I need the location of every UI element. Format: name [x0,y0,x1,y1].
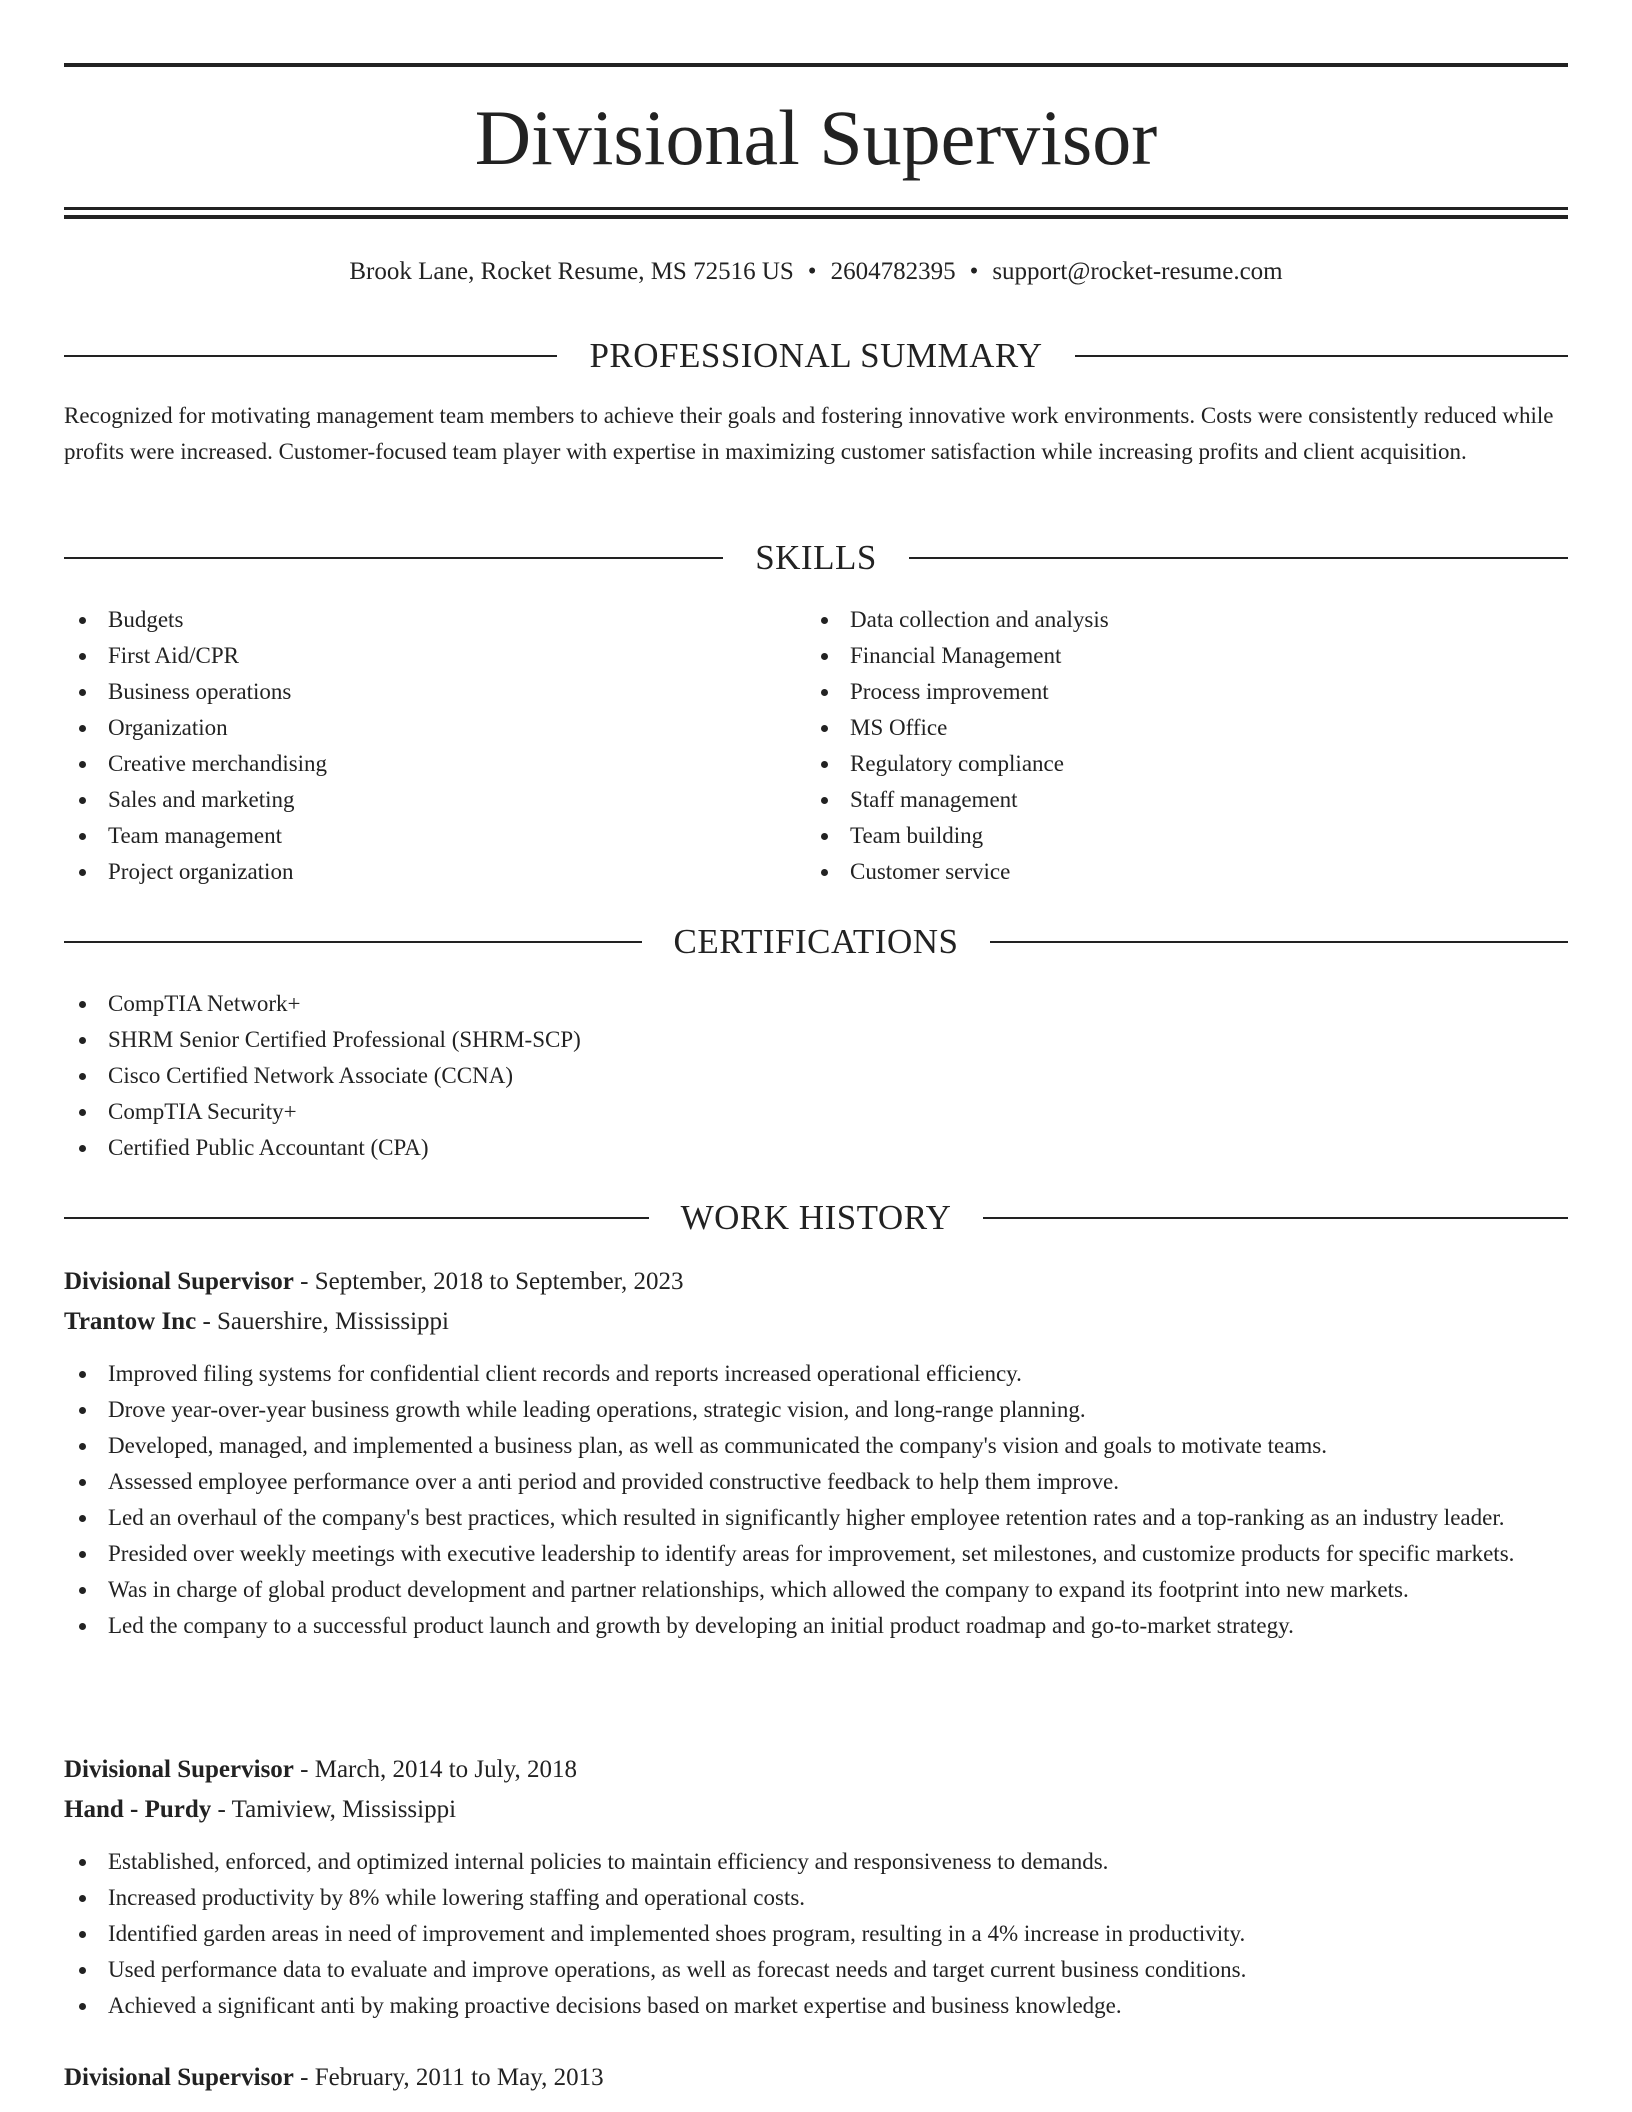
certification-item: Cisco Certified Network Associate (CCNA) [64,1058,1568,1094]
job-dates: - March, 2014 to July, 2018 [293,1756,577,1783]
divider [64,355,557,357]
job-bullet: Developed, managed, and implemented a business plan, as well as communicated the company's vision and goals to motivate teams. [64,1428,1568,1464]
divider [983,1217,1568,1219]
skill-item: Creative merchandising [64,746,764,782]
job-title-line [64,2058,1568,2098]
job-bullet: Improved filing systems for confidential client records and reports increased operational efficiency. [64,1356,1568,1392]
job-bullet: Increased productivity by 8% while lowering staffing and operational costs. [64,1880,1568,1916]
header-bottom-rule-1 [64,207,1568,210]
job-title: Divisional Supervisor [64,1756,294,1783]
job-company: Trantow Inc [64,1308,197,1335]
contact-separator: • [969,258,979,285]
contact-email: support@rocket-resume.com [992,258,1283,285]
job-company-line [64,1790,1568,1830]
job-bullet: Achieved a significant anti by making proactive decisions based on market expertise and business knowledge. [64,1988,1568,2024]
job-title: Divisional Supervisor [64,1268,294,1295]
skill-item: Sales and marketing [64,782,764,818]
header-bottom-rule-2 [64,215,1568,219]
job-bullet: Presided over weekly meetings with executive leadership to identify areas for improvement, set milestones, and customize products for specific markets. [64,1536,1568,1572]
skill-item: First Aid/CPR [64,638,764,674]
skills-list-right [806,602,1506,890]
job-bullets [64,1844,1568,2024]
divider [1075,355,1568,357]
job-bullet: Led an overhaul of the company's best practices, which resulted in significantly higher employee retention rates and a top-ranking as an industry leader. [64,1500,1568,1536]
certifications-list [64,986,1568,1166]
contact-separator: • [807,258,817,285]
skill-item: Regulatory compliance [806,746,1506,782]
skills-list-left [64,602,764,890]
skill-item: Customer service [806,854,1506,890]
job-location: - Sauershire, Mississippi [196,1308,449,1335]
section-summary-heading [64,334,1568,378]
job-bullet: Assessed employee performance over a anti period and provided constructive feedback to help them improve. [64,1464,1568,1500]
job-entry [64,1750,1568,2024]
contact-phone: 2604782395 [830,258,956,285]
job-bullet: Was in charge of global product development and partner relationships, which allowed the company to expand its footprint into new markets. [64,1572,1568,1608]
skill-item: Data collection and analysis [806,602,1506,638]
divider [64,941,642,943]
skill-item: Team building [806,818,1506,854]
job-dates: - February, 2011 to May, 2013 [293,2064,604,2091]
section-title: PROFESSIONAL SUMMARY [589,336,1043,375]
section-work-heading [64,1196,1568,1240]
job-dates: - September, 2018 to September, 2023 [293,1268,684,1295]
skill-item: Team management [64,818,764,854]
skill-item: MS Office [806,710,1506,746]
job-bullet: Led the company to a successful product launch and growth by developing an initial product roadmap and go-to-market strategy. [64,1608,1568,1644]
job-location: - Tamiview, Mississippi [211,1796,457,1823]
certification-item: Certified Public Accountant (CPA) [64,1130,1568,1166]
certification-item: SHRM Senior Certified Professional (SHRM-SCP) [64,1022,1568,1058]
skill-item: Financial Management [806,638,1506,674]
section-title: WORK HISTORY [680,1198,952,1237]
divider [909,557,1568,559]
contact-line [64,252,1568,292]
certification-item: CompTIA Network+ [64,986,1568,1022]
skill-item: Process improvement [806,674,1506,710]
job-entry [64,1262,1568,1644]
divider [64,1217,649,1219]
certification-item: CompTIA Security+ [64,1094,1568,1130]
job-bullet: Established, enforced, and optimized internal policies to maintain efficiency and responsiveness to demands. [64,1844,1568,1880]
contact-address: Brook Lane, Rocket Resume, MS 72516 US [349,258,794,285]
skill-item: Project organization [64,854,764,890]
summary-text: Recognized for motivating management team members to achieve their goals and fostering innovative work environments. Costs were consistently reduced while profits were increased. Customer-focused team player with expertise in maximizing customer satisfaction while increasing profits and client acquisition. [64,403,1554,464]
skill-item: Business operations [64,674,764,710]
job-title-line [64,1750,1568,1790]
skill-item: Staff management [806,782,1506,818]
section-title: CERTIFICATIONS [673,922,959,961]
job-entry [64,2058,1568,2098]
section-certifications-heading [64,920,1568,964]
job-bullet: Drove year-over-year business growth while leading operations, strategic vision, and long-range planning. [64,1392,1568,1428]
header-top-rule [64,63,1568,67]
divider [990,941,1568,943]
skill-item: Budgets [64,602,764,638]
job-bullets [64,1356,1568,1644]
job-bullet: Identified garden areas in need of improvement and implemented shoes program, resulting in a 4% increase in productivity. [64,1916,1568,1952]
section-skills-heading [64,536,1568,580]
job-company: Hand - Purdy [64,1796,212,1823]
divider [64,557,723,559]
resume-name: Divisional Supervisor [474,94,1158,181]
job-company-line [64,1302,1568,1342]
section-title: SKILLS [755,538,877,577]
job-title-line [64,1262,1568,1302]
skill-item: Organization [64,710,764,746]
job-title: Divisional Supervisor [64,2064,294,2091]
job-bullet: Used performance data to evaluate and improve operations, as well as forecast needs and target current business conditions. [64,1952,1568,1988]
